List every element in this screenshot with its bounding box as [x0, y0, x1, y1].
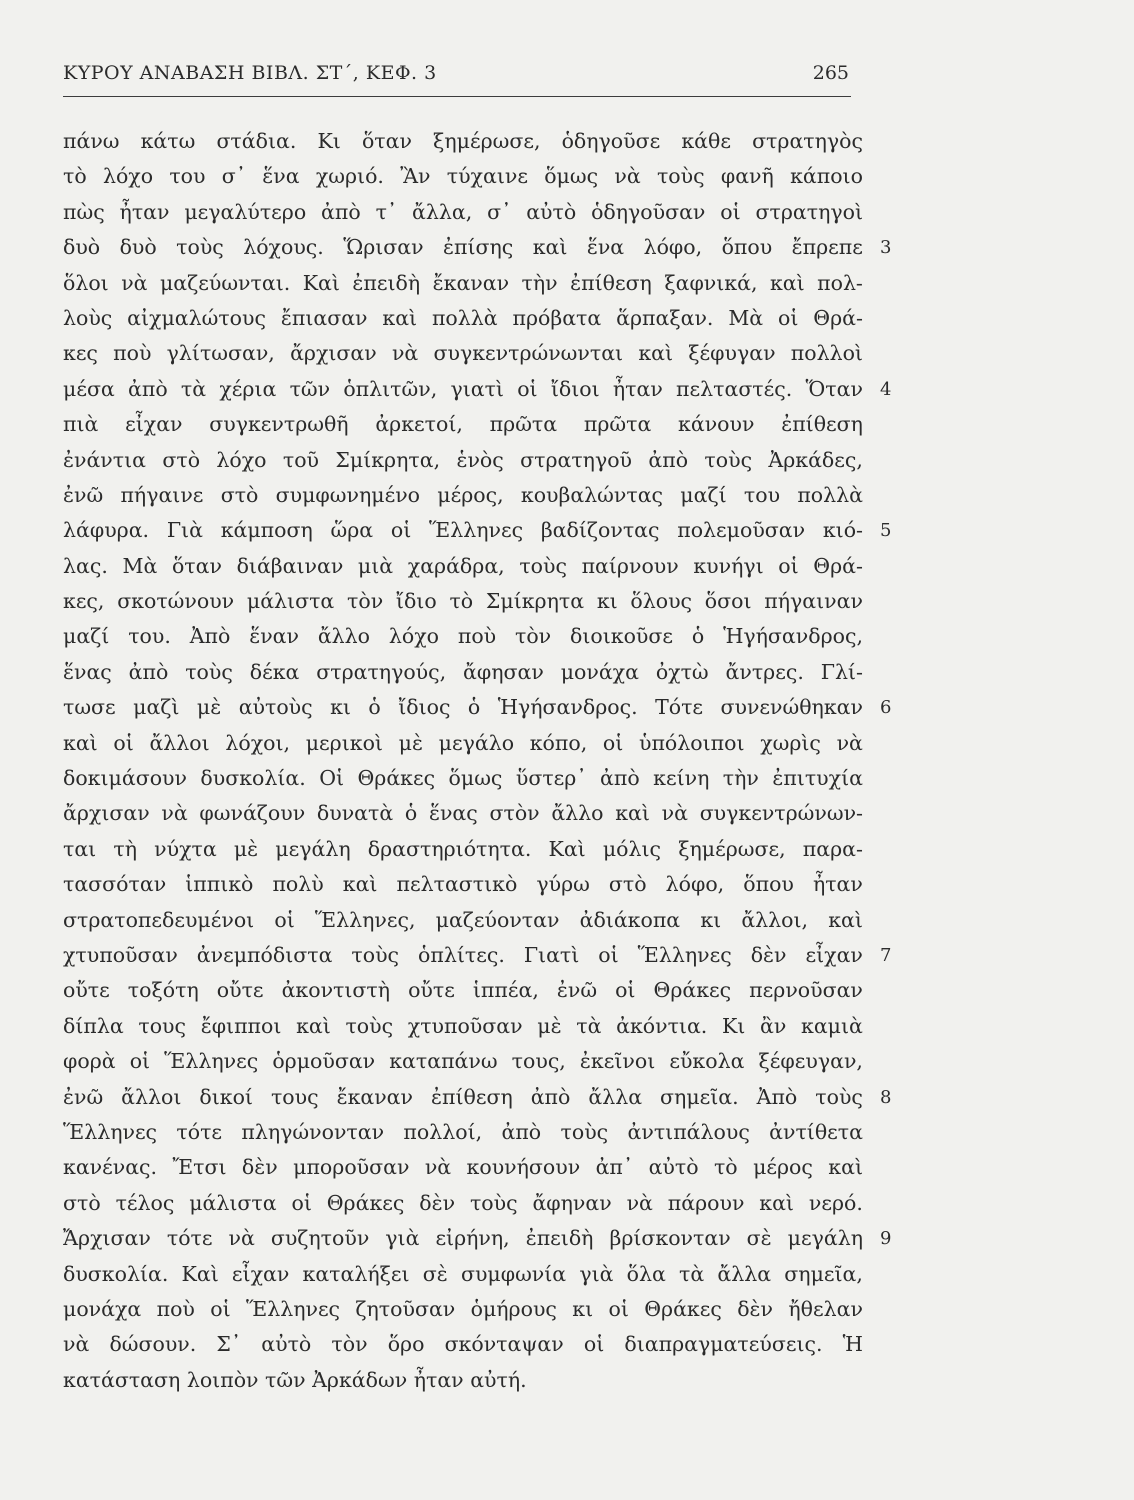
text-line: μαζί του. Ἀπὸ ἕναν ἄλλο λόχο ποὺ τὸν διοικοῦσε ὁ Ἡγήσανδρος, [63, 624, 863, 649]
text-line: Ἄρχισαν τότε νὰ συζητοῦν γιὰ εἰρήνη, ἐπειδὴ βρίσκονταν σὲ μεγάλη [63, 1226, 863, 1251]
text-line: κατάσταση λοιπὸν τῶν Ἀρκάδων ἦταν αὐτή. [63, 1367, 527, 1392]
text-line: τασσόταν ἱππικὸ πολὺ καὶ πελταστικὸ γύρω στὸ λόφο, ὅπου ἦταν [63, 872, 863, 897]
text-line: ἐνῶ πήγαινε στὸ συμφωνημένο μέρος, κουβαλώντας μαζί του πολλὰ [63, 482, 863, 507]
text-line: ἄρχισαν νὰ φωνάζουν δυνατὰ ὁ ἕνας στὸν ἄλλο καὶ νὰ συγκεντρώνων- [63, 801, 863, 826]
text-line: δυὸ δυὸ τοὺς λόχους. Ὥρισαν ἐπίσης καὶ ἕνα λόφο, ὅπου ἔπρεπε [63, 235, 863, 260]
running-title: ΚΥΡΟΥ ΑΝΑΒΑΣΗ ΒΙΒΛ. ΣΤ΄, ΚΕΦ. 3 [63, 62, 437, 84]
text-line: Ἕλληνες τότε πληγώνονταν πολλοί, ἀπὸ τοὺς ἀντιπάλους ἀντίθετα [63, 1119, 863, 1144]
text-line: μέσα ἀπὸ τὰ χέρια τῶν ὁπλιτῶν, γιατὶ οἱ ἴδιοι ἦταν πελταστές. Ὅταν [63, 376, 863, 401]
text-line: κες ποὺ γλίτωσαν, ἄρχισαν νὰ συγκεντρώνωνται καὶ ξέφυγαν πολλοὶ [63, 341, 863, 366]
text-line: στὸ τέλος μάλιστα οἱ Θράκες δὲν τοὺς ἄφηναν νὰ πάρουν καὶ νερό. [63, 1190, 863, 1215]
text-line: φορὰ οἱ Ἕλληνες ὁρμοῦσαν καταπάνω τους, ἐκεῖνοι εὔκολα ξέφευγαν, [63, 1049, 863, 1074]
text-line: δυσκολία. Καὶ εἶχαν καταλήξει σὲ συμφωνία γιὰ ὅλα τὰ ἄλλα σημεῖα, [63, 1261, 863, 1286]
text-line: ται τὴ νύχτα μὲ μεγάλη δραστηριότητα. Καὶ μόλις ξημέρωσε, παρα- [63, 836, 863, 861]
text-line: λας. Μὰ ὅταν διάβαιναν μιὰ χαράδρα, τοὺς παίρνουν κυνήγι οἱ Θρά- [63, 553, 863, 578]
section-number: 9 [880, 1228, 892, 1250]
text-line: οὔτε τοξότη οὔτε ἀκοντιστὴ οὔτε ἱππέα, ἐνῶ οἱ Θράκες περνοῦσαν [63, 978, 863, 1003]
page-number: 265 [812, 62, 849, 84]
section-number: 5 [880, 520, 892, 542]
text-line: μονάχα ποὺ οἱ Ἕλληνες ζητοῦσαν ὁμήρους κι οἱ Θράκες δὲν ἤθελαν [63, 1296, 863, 1321]
text-line: ὅλοι νὰ μαζεύωνται. Καὶ ἐπειδὴ ἔκαναν τὴν ἐπίθεση ξαφνικά, καὶ πολ- [63, 270, 863, 295]
text-line: κες, σκοτώνουν μάλιστα τὸν ἴδιο τὸ Σμίκρητα κι ὅλους ὅσοι πήγαιναν [63, 589, 863, 614]
section-number: 3 [880, 237, 892, 259]
section-number: 6 [880, 697, 892, 719]
text-line: νὰ δώσουν. Σ᾽ αὐτὸ τὸν ὅρο σκόνταψαν οἱ διαπραγματεύσεις. Ἡ [63, 1332, 863, 1357]
text-line: δίπλα τους ἔφιπποι καὶ τοὺς χτυποῦσαν μὲ τὰ ἀκόντια. Κι ἂν καμιὰ [63, 1013, 863, 1038]
text-line: κανένας. Ἔτσι δὲν μποροῦσαν νὰ κουνήσουν ἀπ᾽ αὐτὸ τὸ μέρος καὶ [63, 1155, 863, 1180]
section-number: 8 [880, 1086, 892, 1108]
text-line: πὼς ἦταν μεγαλύτερο ἀπὸ τ᾽ ἄλλα, σ᾽ αὐτὸ ὁδηγοῦσαν οἱ στρατηγοὶ [63, 199, 863, 224]
section-number: 4 [880, 378, 892, 400]
text-line: πάνω κάτω στάδια. Κι ὅταν ξημέρωσε, ὁδηγοῦσε κάθε στρατηγὸς [63, 129, 863, 153]
text-line: ἐνῶ ἄλλοι δικοί τους ἔκαναν ἐπίθεση ἀπὸ ἄλλα σημεῖα. Ἀπὸ τοὺς [63, 1084, 863, 1109]
text-line: χτυποῦσαν ἀνεμπόδιστα τοὺς ὁπλίτες. Γιατὶ οἱ Ἕλληνες δὲν εἶχαν [63, 942, 863, 967]
text-line: δοκιμάσουν δυσκολία. Οἱ Θράκες ὅμως ὕστερ᾽ ἀπὸ κείνη τὴν ἐπιτυχία [63, 766, 863, 791]
section-number: 7 [880, 945, 892, 967]
text-line: ἐνάντια στὸ λόχο τοῦ Σμίκρητα, ἑνὸς στρατηγοῦ ἀπὸ τοὺς Ἀρκάδες, [63, 447, 863, 472]
text-line: καὶ οἱ ἄλλοι λόχοι, μερικοὶ μὲ μεγάλο κόπο, οἱ ὑπόλοιποι χωρὶς νὰ [63, 730, 863, 755]
body-text [63, 124, 863, 1398]
text-line: στρατοπεδευμένοι οἱ Ἕλληνες, μαζεύονταν ἀδιάκοπα κι ἄλλοι, καὶ [63, 907, 863, 932]
text-line: πιὰ εἶχαν συγκεντρωθῆ ἀρκετοί, πρῶτα πρῶτα κάνουν ἐπίθεση [63, 412, 863, 437]
text-line: τωσε μαζὶ μὲ αὐτοὺς κι ὁ ἴδιος ὁ Ἡγήσανδρος. Τότε συνενώθηκαν [63, 695, 863, 720]
text-line: ἕνας ἀπὸ τοὺς δέκα στρατηγούς, ἄφησαν μονάχα ὀχτὼ ἄντρες. Γλί- [63, 659, 863, 684]
running-header [63, 62, 849, 92]
text-line: τὸ λόχο του σ᾽ ἕνα χωριό. Ἂν τύχαινε ὅμως νὰ τοὺς φανῆ κάποιο [63, 164, 863, 189]
text-line: λοὺς αἰχμαλώτους ἔπιασαν καὶ πολλὰ πρόβατα ἅρπαξαν. Μὰ οἱ Θρά- [63, 305, 863, 330]
text-line: λάφυρα. Γιὰ κάμποση ὥρα οἱ Ἕλληνες βαδίζοντας πολεμοῦσαν κιό- [63, 518, 863, 543]
header-rule [63, 96, 851, 97]
